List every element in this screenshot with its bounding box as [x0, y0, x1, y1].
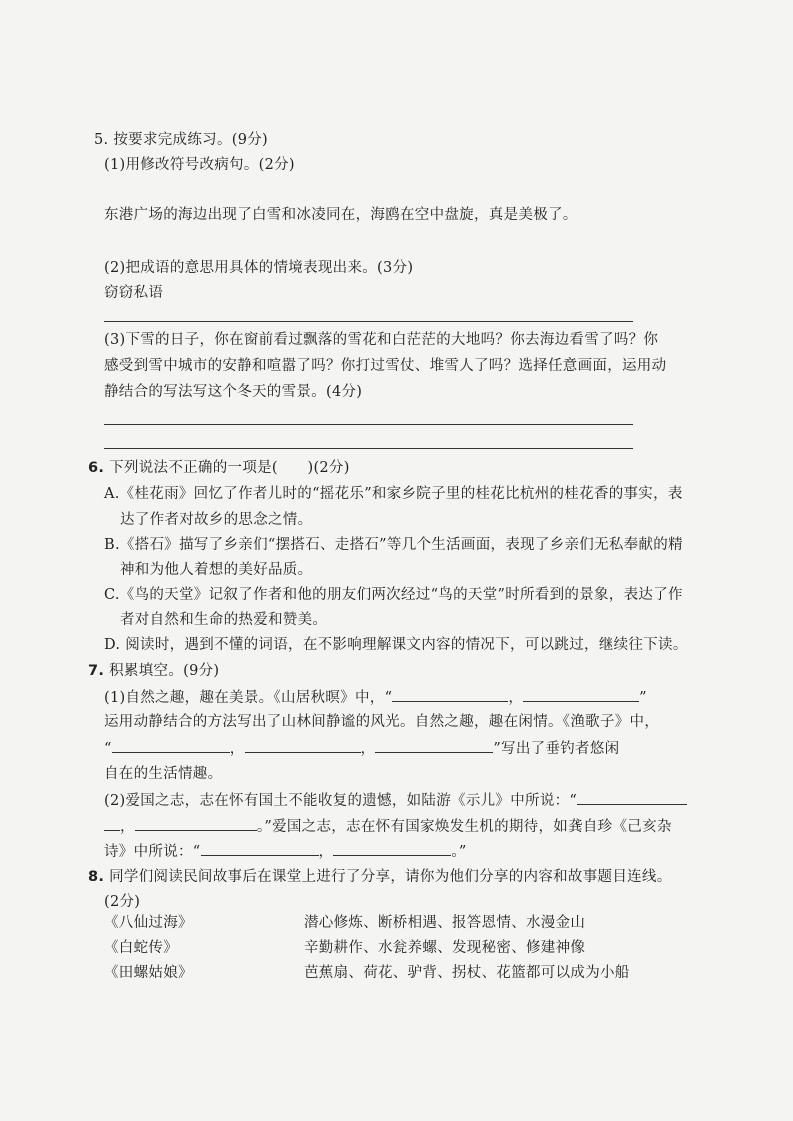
q6-option-c: C.《鸟的天堂》记叙了作者和他的朋友们两次经过“鸟的天堂”时所看到的景象，表达了作	[104, 587, 683, 603]
q5-p1-instruction: (1)用修改符号改病句。(2分)	[104, 157, 295, 173]
q7-text: (2)爱国之志，志在怀有国土不能收复的遗憾，如陆游《示儿》中所说：“	[104, 793, 578, 809]
q7-text: ”	[639, 690, 647, 706]
q5-p3-line2: 感受到雪中城市的安静和喧嚣了吗？你打过雪仗、堆雪人了吗？选择任意画面，运用动	[104, 358, 667, 374]
q5-p2-instruction: (2)把成语的意思用具体的情境表现出来。(3分)	[104, 260, 414, 276]
q7-text: ，	[229, 741, 245, 757]
q7-text: ”写出了垂钓者悠闲	[493, 741, 620, 757]
story-title[interactable]: 《田螺姑娘》	[104, 965, 193, 981]
q6-option-b-cont: 神和为他人着想的美好品质。	[120, 562, 313, 578]
fill-blank[interactable]	[245, 738, 361, 753]
q6-number: 6.	[88, 460, 105, 476]
q7-stem: 积累填空。(9分)	[109, 663, 220, 679]
q5-p3-line3: 静结合的写法写这个冬天的雪景。(4分)	[104, 384, 363, 400]
q5-heading: 5. 按要求完成练习。(9分)	[94, 132, 268, 148]
q7-text: 诗》中所说：“	[104, 844, 201, 860]
story-content[interactable]: 辛勤耕作、水瓮养螺、发现秘密、修建神像	[304, 940, 586, 956]
q6-option-b: B.《搭石》描写了乡亲们“摆搭石、走搭石”等几个生活画面，表现了乡亲们无私奉献的精	[104, 537, 683, 553]
q8-stem: 同学们阅读民间故事后在课堂上进行了分享，请你为他们分享的内容和故事题目连线。	[109, 869, 672, 885]
q7-text: (1)自然之趣，趣在美景。《山居秋暝》中，“	[104, 690, 393, 706]
fill-blank[interactable]	[112, 738, 230, 753]
q8-line	[88, 867, 672, 887]
q7-text: 。”	[451, 844, 467, 860]
fill-blank[interactable]	[392, 687, 508, 702]
fill-blank[interactable]	[135, 816, 257, 831]
q5-p3-line1: (3)下雪的日子，你在窗前看过飘落的雪花和白茫茫的大地吗？你去海边看雪了吗？你	[104, 332, 659, 348]
q7-text: 。”爱国之志，志在怀有国家焕发生机的期待，如龚自珍《己亥杂	[256, 819, 672, 835]
q7-text: ，	[360, 741, 376, 757]
fill-blank[interactable]	[201, 841, 319, 856]
answer-line[interactable]	[104, 321, 633, 322]
story-content[interactable]: 潜心修炼、断桥相遇、报答恩情、水漫金山	[304, 915, 586, 931]
story-title[interactable]: 《白蛇传》	[104, 940, 178, 956]
q7-p1-line4: 自在的生活情趣。	[104, 766, 223, 782]
q7-text: ，	[120, 819, 135, 835]
q6-option-d: D. 阅读时，遇到不懂的词语，在不影响理解课文内容的情况下，可以跳过，继续往下读。	[104, 637, 688, 653]
q6-option-c-cont: 者对自然和生命的热爱和赞美。	[120, 612, 328, 628]
q6-option-a-cont: 达了作者对故乡的思念之情。	[120, 512, 313, 528]
q5-p1-sentence: 东港广场的海边出现了白雪和冰凌同在，海鸥在空中盘旋，真是美极了。	[104, 207, 578, 223]
fill-blank[interactable]	[523, 687, 639, 702]
q7-text: ，	[318, 844, 334, 860]
q6-stem: 下列说法不正确的一项是( )(2分)	[109, 460, 350, 476]
q8-number: 8.	[88, 869, 105, 885]
q7-p2-line2	[104, 816, 672, 837]
q8-score: (2分)	[104, 894, 141, 910]
story-title[interactable]: 《八仙过海》	[104, 915, 193, 931]
fill-blank[interactable]	[104, 816, 120, 831]
q7-p1-line1	[104, 687, 647, 708]
q7-p2-line1	[104, 790, 687, 811]
q7-p2-line3	[104, 841, 467, 862]
story-content[interactable]: 芭蕉扇、荷花、驴背、拐杖、花篮都可以成为小船	[304, 965, 630, 981]
q7-p1-line2: 运用动静结合的方法写出了山林间静谧的风光。自然之趣，趣在闲情。《渔歌子》中，	[104, 714, 660, 730]
q7-line	[88, 661, 219, 681]
q5-p2-idiom: 窃窃私语	[104, 285, 164, 301]
fill-blank[interactable]	[333, 841, 451, 856]
answer-line[interactable]	[104, 424, 633, 425]
answer-line[interactable]	[104, 448, 633, 449]
q7-text: “	[104, 741, 112, 757]
fill-blank[interactable]	[375, 738, 493, 753]
q7-number: 7.	[88, 663, 105, 679]
q6-option-a: A.《桂花雨》回忆了作者儿时的“摇花乐”和家乡院子里的桂花比杭州的桂花香的事实，表	[104, 486, 683, 502]
q7-text: ，	[508, 690, 524, 706]
q7-p1-line3	[104, 738, 619, 759]
q6-line	[88, 458, 350, 478]
fill-blank[interactable]	[577, 790, 687, 805]
